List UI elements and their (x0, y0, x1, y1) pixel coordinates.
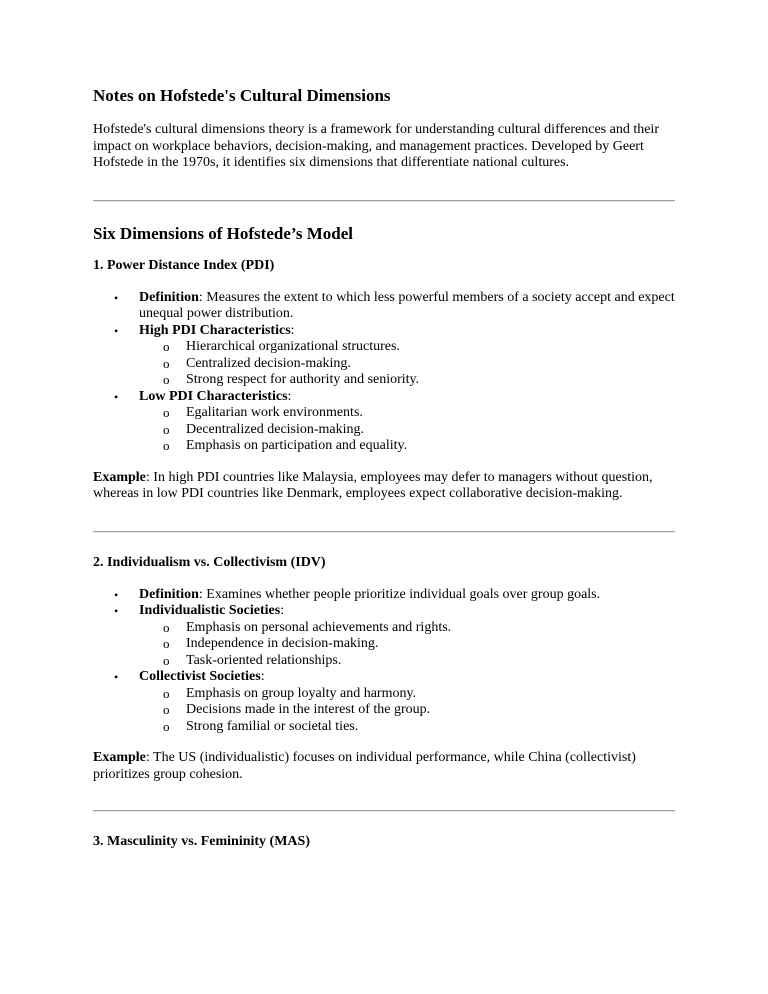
pdi-example (93, 470, 675, 503)
sub-item-text: Egalitarian work environments. (186, 405, 363, 420)
colon: : (260, 669, 265, 684)
intro-paragraph: Hofstede's cultural dimensions theory is a framework for understanding cultural differences and their impact on workplace behaviors, decision-making, and management practices. Developed by Geert Hofstede in the 1970s, it identifies six dimensions that differentiate national cultures. (93, 122, 659, 170)
list-item (93, 323, 675, 389)
sub-list-item (139, 372, 675, 389)
sub-item-text: Independence in decision-making. (186, 636, 379, 651)
individualistic-sublist (139, 620, 675, 670)
list-item (93, 587, 675, 604)
definition-label: Definition (139, 586, 199, 602)
definition-text: : Examines whether people prioritize individual goals over group goals. (198, 586, 601, 602)
low-pdi-sublist (139, 405, 675, 455)
bullet-icon: • (114, 604, 119, 618)
circle-bullet-icon: o (163, 405, 170, 420)
sub-item-text: Emphasis on group loyalty and harmony. (186, 685, 417, 701)
idv-example (93, 750, 675, 783)
high-pdi-sublist (139, 339, 675, 389)
collectivist-label: Collectivist Societies (139, 669, 261, 684)
high-pdi-label: High PDI Characteristics (139, 322, 291, 338)
collectivist-sublist (139, 686, 675, 736)
sub-item-text: Decisions made in the interest of the group. (186, 702, 431, 717)
circle-bullet-icon: o (163, 718, 170, 734)
definition-label: Definition (139, 289, 199, 305)
bullet-icon: • (114, 670, 119, 684)
list-item (93, 389, 675, 455)
idv-heading: 2. Individualism vs. Collectivism (IDV) (93, 554, 326, 570)
document-page (93, 86, 675, 850)
circle-bullet-icon: o (163, 372, 170, 387)
circle-bullet-icon: o (163, 355, 170, 371)
sub-list-item (139, 339, 675, 356)
sub-item-text: Strong respect for authority and seniority. (186, 372, 420, 387)
example-text: : In high PDI countries like Malaysia, employees may defer to managers without question, whereas in low PDI countries like Denmark, employees expect collaborative decision-making. (93, 469, 653, 501)
bullet-icon: • (114, 389, 119, 404)
pdi-heading: 1. Power Distance Index (PDI) (93, 257, 275, 273)
individualistic-label: Individualistic Societies (139, 603, 281, 618)
sub-list-item (139, 356, 675, 373)
sub-list-item (139, 422, 675, 439)
colon: : (290, 322, 295, 338)
example-label: Example (93, 469, 146, 485)
example-text: : The US (individualistic) focuses on individual performance, while China (collectivist) prioritizes group cohesion. (93, 750, 636, 782)
circle-bullet-icon: o (163, 702, 170, 717)
list-item (93, 603, 675, 669)
sub-list-item (139, 438, 675, 455)
circle-bullet-icon: o (163, 652, 170, 668)
list-item (93, 290, 675, 323)
sub-item-text: Task-oriented relationships. (186, 652, 342, 668)
pdi-list (93, 290, 675, 455)
sub-list-item (139, 405, 675, 422)
idv-list (93, 587, 675, 736)
bullet-icon: • (114, 290, 119, 305)
colon: : (287, 388, 292, 404)
sub-item-text: Centralized decision-making. (186, 355, 351, 371)
sub-list-item (139, 653, 675, 670)
sub-item-text: Emphasis on personal achievements and rights. (186, 619, 452, 635)
sub-item-text: Decentralized decision-making. (186, 421, 365, 437)
sub-list-item (139, 636, 675, 653)
definition-text: : Measures the extent to which less powerful members of a society accept and expect unequal power distribution. (139, 289, 675, 321)
page-title: Notes on Hofstede's Cultural Dimensions (93, 86, 391, 105)
sub-item-text: Emphasis on participation and equality. (186, 438, 408, 453)
bullet-icon: • (114, 323, 119, 338)
mas-heading: 3. Masculinity vs. Femininity (MAS) (93, 834, 310, 849)
circle-bullet-icon: o (163, 421, 170, 437)
sub-list-item (139, 702, 675, 719)
circle-bullet-icon: o (163, 636, 170, 651)
sub-item-text: Hierarchical organizational structures. (186, 339, 400, 354)
low-pdi-label: Low PDI Characteristics (139, 388, 288, 404)
circle-bullet-icon: o (163, 619, 170, 635)
colon: : (280, 603, 285, 618)
sub-list-item (139, 620, 675, 637)
circle-bullet-icon: o (163, 339, 170, 354)
section-heading: Six Dimensions of Hofstede’s Model (93, 223, 354, 243)
example-label: Example (93, 750, 146, 765)
sub-item-text: Strong familial or societal ties. (186, 718, 359, 734)
circle-bullet-icon: o (163, 438, 170, 453)
list-item (93, 669, 675, 735)
sub-list-item (139, 686, 675, 703)
sub-list-item (139, 719, 675, 736)
bullet-icon: • (114, 587, 119, 602)
circle-bullet-icon: o (163, 685, 170, 701)
